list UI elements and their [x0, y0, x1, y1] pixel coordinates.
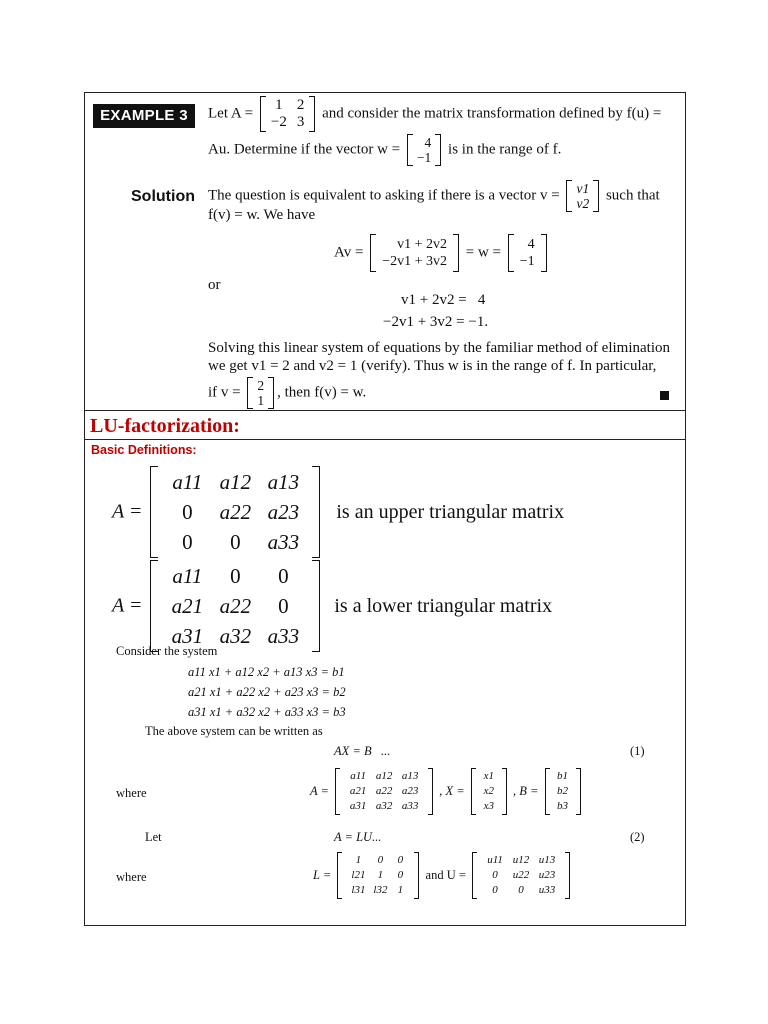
solution-para-1: Solving this linear system of equations by the familiar method of elimination: [208, 340, 671, 356]
lower-triangular-def: [112, 560, 552, 652]
where-label-1: where: [116, 786, 147, 800]
upper-matrix-cell: a33: [267, 530, 300, 554]
lower-matrix-cell: 0: [278, 564, 289, 588]
example-line2-pre: Au. Determine if the vector w =: [208, 141, 401, 158]
definitions-row-1: [310, 768, 584, 815]
lower-text: is a lower triangular matrix: [334, 594, 553, 617]
or-text: or: [208, 277, 221, 293]
lower-matrix-cell: a31: [171, 624, 204, 648]
eq-mid: = w =: [465, 244, 501, 261]
U-matrix-cell: u23: [538, 869, 556, 881]
L-matrix-cell: 0: [397, 869, 404, 881]
L-matrix-cell: 1: [397, 884, 404, 896]
a-eq-upper: A =: [112, 500, 143, 523]
example-line2-post: is in the range of f.: [448, 141, 562, 158]
L-matrix-cell: 0: [397, 854, 404, 866]
vector-v-cell: v1: [576, 181, 590, 196]
upper-text: is an upper triangular matrix: [336, 500, 565, 523]
lower-matrix-cell: 0: [230, 564, 241, 588]
section-divider: [84, 410, 686, 411]
system-line-2: a21 x1 + a22 x2 + a23 x3 = b2: [188, 685, 346, 699]
A-small-cell: a31: [349, 800, 367, 812]
vector-v: [566, 180, 599, 212]
matrix-A-cell: −2: [270, 114, 287, 130]
L-matrix-cell: 1: [377, 869, 384, 881]
definitions-row-2: [313, 852, 573, 899]
para3-post: , then f(v) = w.: [277, 384, 367, 401]
U-matrix-cell: 0: [492, 869, 498, 881]
upper-matrix-cell: a23: [267, 500, 300, 524]
U-matrix-cell: u11: [487, 854, 503, 866]
consider-text: Consider the system: [116, 644, 218, 658]
axb-equation: AX = B ...: [334, 744, 391, 758]
matrix-A-cell: 2: [296, 97, 305, 113]
section-subheading: Basic Definitions:: [91, 443, 197, 457]
B-vector-cell: b3: [557, 800, 569, 812]
L-matrix-cell: 0: [377, 854, 384, 866]
eq-matrix-cell: v1 + 2v2: [397, 237, 447, 252]
U-matrix-cell: u22: [512, 869, 530, 881]
X-vector-cell: x2: [483, 785, 494, 797]
lower-matrix-cell: 0: [278, 594, 289, 618]
X-vector-cell: x3: [483, 800, 494, 812]
A-small-cell: a23: [401, 785, 419, 797]
upper-matrix-cell: a13: [267, 470, 300, 494]
eq-rhs-cell: 4: [527, 237, 535, 252]
example-line-2: [208, 134, 561, 166]
U-matrix-cell: u13: [538, 854, 556, 866]
lower-matrix-cell: a22: [219, 594, 252, 618]
b-label: , B =: [512, 784, 539, 798]
A-small-cell: a11: [350, 770, 366, 782]
X-vector-cell: x1: [483, 770, 494, 782]
example-line1-post: and consider the matrix transformation defined by f(u) =: [322, 105, 662, 122]
U-matrix: [472, 852, 570, 899]
system-line-1: a11 x1 + a12 x2 + a13 x3 = b1: [188, 665, 345, 679]
upper-matrix-cell: a22: [219, 500, 252, 524]
vector-v-cell: v2: [576, 196, 590, 211]
vector-final-cell: 2: [257, 378, 265, 393]
eq-matrix-cell: −2v1 + 3v2: [382, 254, 447, 269]
solution-para-2: we get v1 = 2 and v2 = 1 (verify). Thus w is in the range of f. In particular,: [208, 358, 657, 374]
eq-matrix: [370, 234, 459, 272]
a-eq-small: A =: [310, 784, 329, 798]
written-text: The above system can be written as: [145, 724, 323, 738]
L-matrix: [337, 852, 419, 899]
example-badge: EXAMPLE 3: [93, 104, 195, 128]
B-vector: [545, 768, 581, 815]
lower-matrix: [150, 560, 320, 652]
lower-matrix-cell: a11: [172, 564, 203, 588]
eq-lhs: Av =: [334, 244, 364, 261]
U-matrix-cell: u33: [538, 884, 556, 896]
U-matrix-cell: u12: [512, 854, 530, 866]
A-small-cell: a33: [401, 800, 419, 812]
vector-w-cell: −1: [416, 150, 432, 165]
A-small-cell: a22: [375, 785, 393, 797]
para3-pre: if v =: [208, 384, 241, 401]
upper-matrix-cell: 0: [230, 530, 241, 554]
lower-matrix-cell: a21: [171, 594, 204, 618]
upper-matrix-cell: a12: [219, 470, 252, 494]
upper-matrix: [150, 466, 320, 558]
end-of-proof-icon: [660, 391, 669, 400]
x-label: , X =: [439, 784, 465, 798]
L-matrix-cell: l31: [351, 884, 366, 896]
system-eq-2: −2v1 + 3v2 = −1.: [383, 314, 489, 330]
example-line-1: [208, 96, 661, 132]
upper-matrix-cell: 0: [182, 500, 193, 524]
lower-matrix-cell: a32: [219, 624, 252, 648]
lower-matrix-cell: a33: [267, 624, 300, 648]
solution-equation: [334, 234, 550, 272]
L-matrix-cell: l32: [373, 884, 388, 896]
eq-rhs-cell: −1: [519, 254, 535, 269]
equation-number-1: (1): [630, 744, 645, 758]
U-matrix-cell: 0: [518, 884, 524, 896]
system-eq-1: v1 + 2v2 = 4: [401, 292, 486, 308]
upper-matrix-cell: 0: [182, 530, 193, 554]
system-line-3: a31 x1 + a32 x2 + a33 x3 = b3: [188, 705, 346, 719]
L-matrix-cell: l21: [351, 869, 366, 881]
eq-rhs: [508, 234, 547, 272]
example-line1-pre: Let A =: [208, 105, 254, 122]
A-small-matrix: [335, 768, 433, 815]
matrix-A: [260, 96, 315, 132]
B-vector-cell: b2: [557, 785, 569, 797]
A-small-cell: a12: [375, 770, 393, 782]
vector-w: [407, 134, 441, 166]
A-small-cell: a32: [375, 800, 393, 812]
a-eq-lower: A =: [112, 594, 143, 617]
A-small-cell: a13: [401, 770, 419, 782]
U-matrix-cell: 0: [492, 884, 498, 896]
X-vector: [471, 768, 507, 815]
alu-equation: A = LU...: [334, 830, 382, 844]
upper-triangular-def: [112, 466, 564, 558]
where-label-2: where: [116, 870, 147, 884]
heading-divider: [84, 439, 686, 440]
matrix-A-cell: 3: [296, 114, 305, 130]
B-vector-cell: b1: [557, 770, 569, 782]
solution-line1-pre: The question is equivalent to asking if there is a vector v =: [208, 187, 560, 204]
vector-final: [247, 377, 274, 409]
let-label: Let: [145, 830, 162, 844]
l-label: L =: [313, 868, 332, 882]
equation-number-2: (2): [630, 830, 645, 844]
solution-label: Solution: [131, 188, 195, 205]
vector-w-cell: 4: [424, 135, 432, 150]
and-u-label: and U =: [425, 868, 466, 882]
upper-matrix-cell: a11: [172, 470, 203, 494]
A-small-cell: a21: [349, 785, 367, 797]
matrix-A-cell: 1: [275, 97, 283, 113]
solution-line1-post: such that: [605, 187, 660, 204]
solution-line-2: f(v) = w. We have: [208, 207, 316, 223]
vector-final-cell: 1: [257, 393, 265, 408]
L-matrix-cell: 1: [355, 854, 362, 866]
solution-para-3: [208, 377, 366, 409]
section-heading: LU-factorization:: [90, 415, 240, 437]
